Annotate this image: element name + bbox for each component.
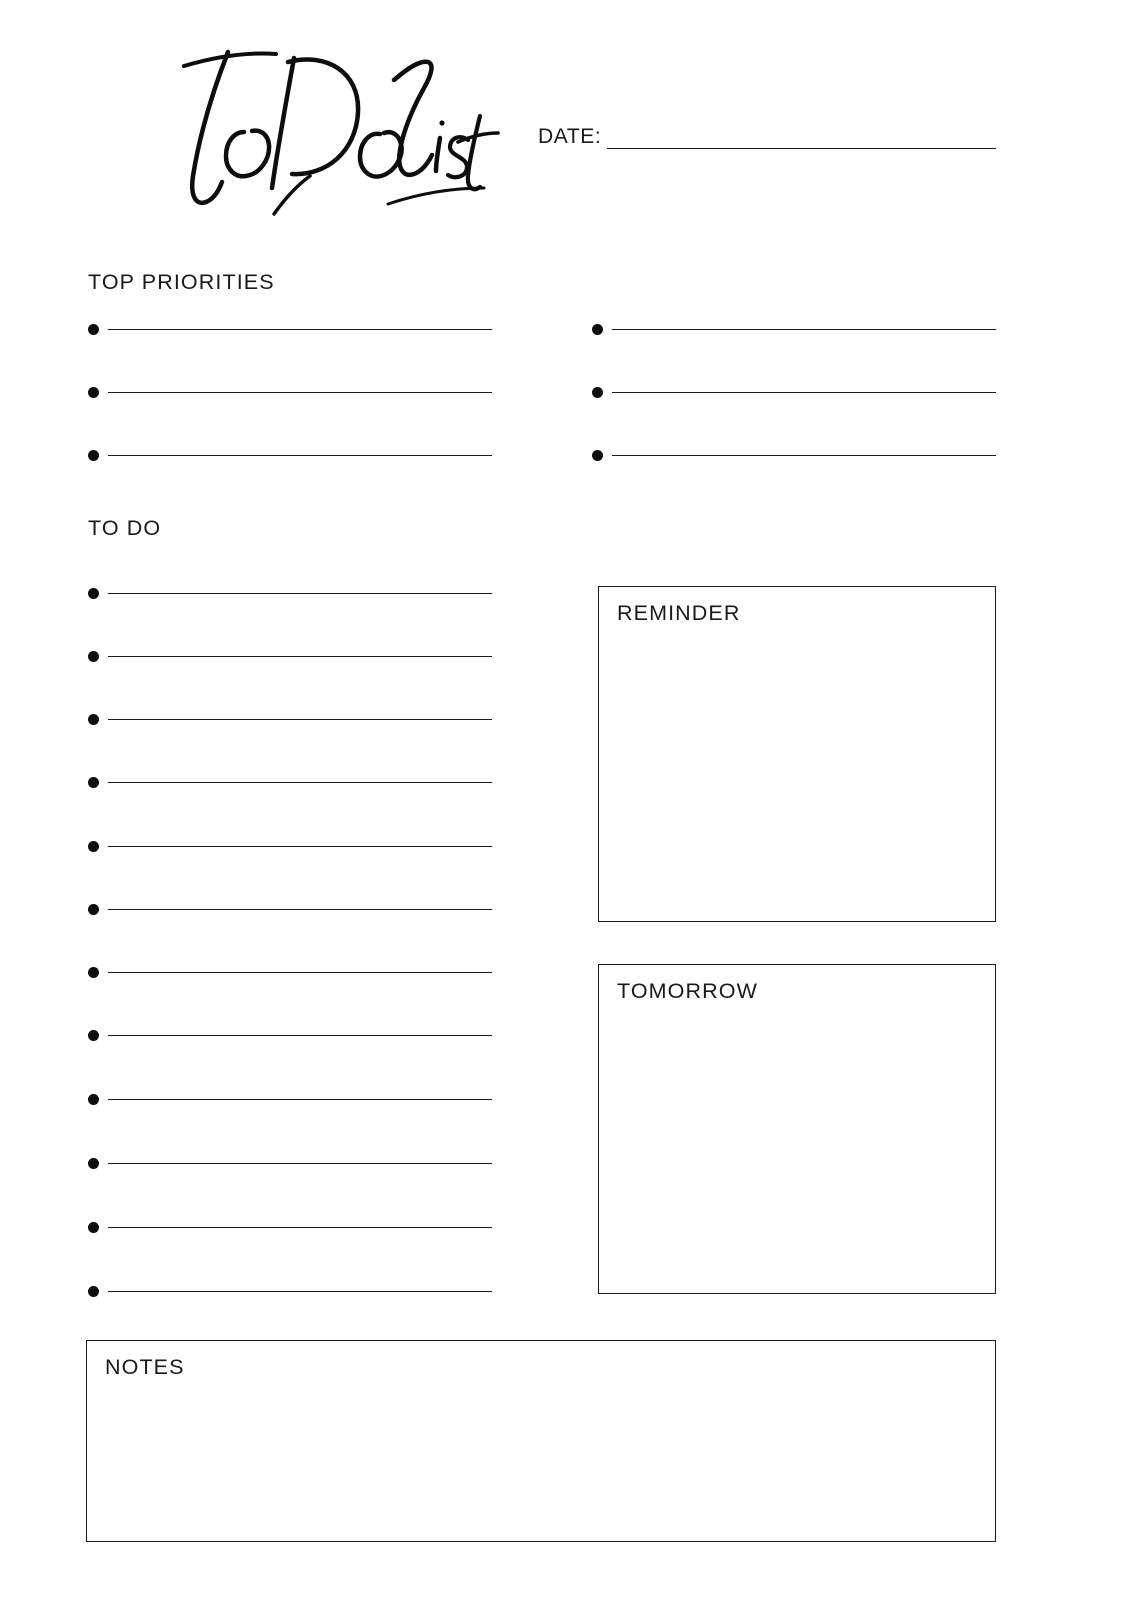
write-line[interactable] (108, 1098, 492, 1100)
bullet-icon (592, 324, 603, 335)
write-line[interactable] (612, 328, 996, 330)
write-line[interactable] (108, 454, 492, 456)
write-line[interactable] (108, 328, 492, 330)
todo-line-5[interactable] (88, 838, 492, 854)
todo-line-6[interactable] (88, 901, 492, 917)
todo-line-9[interactable] (88, 1091, 492, 1107)
bullet-icon (88, 967, 99, 978)
section-heading-top-priorities: TOP PRIORITIES (88, 270, 275, 294)
priority-line-right-3[interactable] (592, 447, 996, 463)
write-line[interactable] (612, 391, 996, 393)
bullet-icon (88, 324, 99, 335)
priority-line-left-2[interactable] (88, 384, 492, 400)
bullet-icon (88, 904, 99, 915)
todo-line-11[interactable] (88, 1219, 492, 1235)
write-line[interactable] (108, 1034, 492, 1036)
priority-line-left-3[interactable] (88, 447, 492, 463)
notes-box[interactable] (86, 1340, 996, 1542)
notes-label: NOTES (105, 1355, 185, 1379)
todo-line-2[interactable] (88, 648, 492, 664)
tomorrow-box[interactable] (598, 964, 996, 1294)
reminder-label: REMINDER (617, 601, 741, 625)
write-line[interactable] (108, 1226, 492, 1228)
bullet-icon (88, 777, 99, 788)
reminder-box[interactable] (598, 586, 996, 922)
priority-line-right-1[interactable] (592, 321, 996, 337)
todo-line-3[interactable] (88, 711, 492, 727)
write-line[interactable] (108, 655, 492, 657)
write-line[interactable] (108, 971, 492, 973)
write-line[interactable] (108, 781, 492, 783)
todo-line-12[interactable] (88, 1283, 492, 1299)
write-line[interactable] (108, 845, 492, 847)
bullet-icon (88, 1222, 99, 1233)
bullet-icon (592, 387, 603, 398)
tomorrow-label: TOMORROW (617, 979, 758, 1003)
date-input[interactable] (607, 130, 996, 149)
bullet-icon (88, 651, 99, 662)
bullet-icon (88, 450, 99, 461)
page-title (88, 28, 508, 218)
write-line[interactable] (108, 718, 492, 720)
section-heading-todo: TO DO (88, 516, 162, 540)
bullet-icon (592, 450, 603, 461)
date-label: DATE: (538, 125, 602, 148)
bullet-icon (88, 1094, 99, 1105)
todo-line-4[interactable] (88, 774, 492, 790)
bullet-icon (88, 714, 99, 725)
write-line[interactable] (108, 1162, 492, 1164)
priority-line-right-2[interactable] (592, 384, 996, 400)
bullet-icon (88, 387, 99, 398)
todo-line-8[interactable] (88, 1027, 492, 1043)
todo-line-1[interactable] (88, 585, 492, 601)
write-line[interactable] (108, 908, 492, 910)
bullet-icon (88, 1158, 99, 1169)
date-row (538, 126, 996, 149)
bullet-icon (88, 1286, 99, 1297)
todo-line-7[interactable] (88, 964, 492, 980)
todo-line-10[interactable] (88, 1155, 492, 1171)
bullet-icon (88, 588, 99, 599)
write-line[interactable] (108, 1290, 492, 1292)
bullet-icon (88, 1030, 99, 1041)
write-line[interactable] (108, 391, 492, 393)
write-line[interactable] (612, 454, 996, 456)
bullet-icon (88, 841, 99, 852)
write-line[interactable] (108, 592, 492, 594)
priority-line-left-1[interactable] (88, 321, 492, 337)
